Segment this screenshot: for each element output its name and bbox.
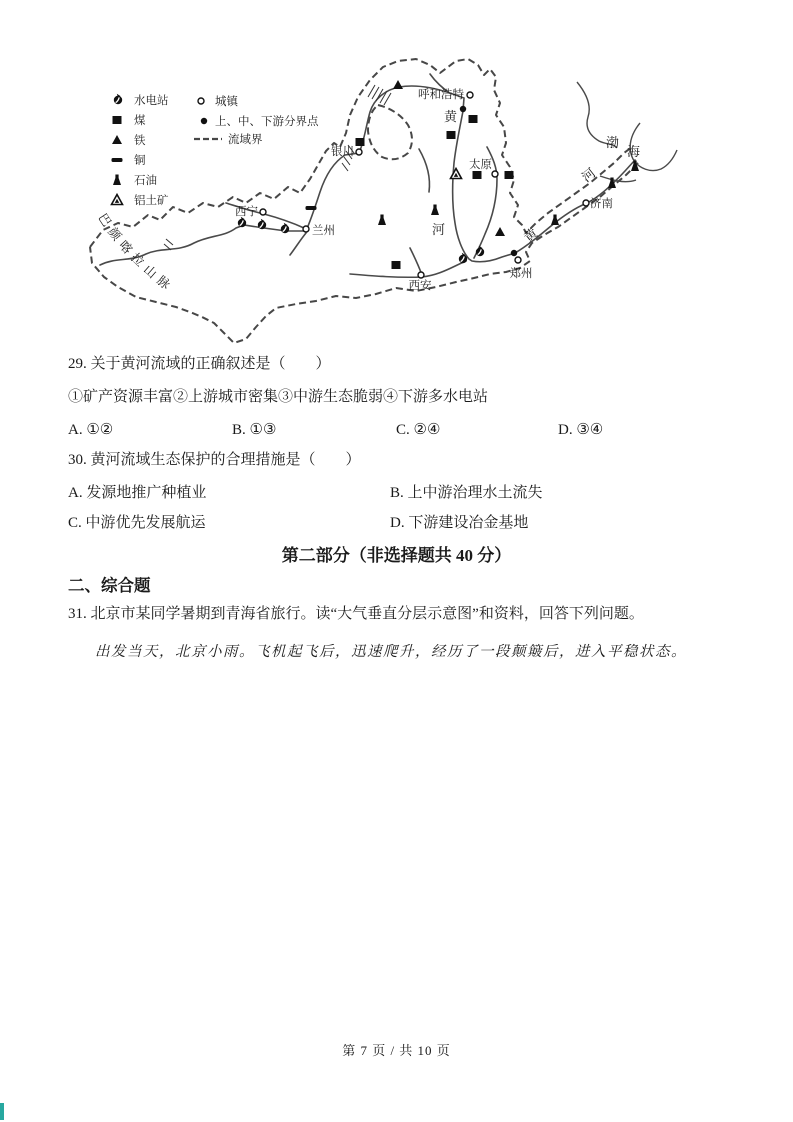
city-label-yinchuan: 银川 bbox=[331, 146, 354, 158]
coal-icon bbox=[469, 115, 478, 123]
jinghe-river-path bbox=[410, 248, 422, 275]
river-label-huang-upper: 黄 bbox=[444, 109, 458, 124]
q30-option-b: B. 上中游治理水土流失 bbox=[390, 485, 543, 501]
city-label-lanzhou: 兰州 bbox=[312, 225, 335, 237]
wuding-river-path bbox=[419, 149, 430, 192]
scan-artifact-mark bbox=[0, 1103, 4, 1120]
city-marker-zhengzhou bbox=[515, 257, 521, 263]
coal-icon bbox=[505, 171, 514, 179]
page-number-indicator: 第 7 页 / 共 10 页 bbox=[342, 1043, 451, 1058]
legend-iron-icon bbox=[112, 135, 122, 144]
iron-icon bbox=[393, 80, 403, 89]
basin-boundary bbox=[90, 59, 641, 343]
question-30-options-row-1 bbox=[0, 481, 793, 501]
section-2-title: 二、综合题 bbox=[68, 576, 151, 595]
q29-option-d: D. ③④ bbox=[558, 422, 604, 438]
coal-icon bbox=[447, 131, 456, 139]
coal-icon bbox=[473, 171, 482, 179]
hydropower-icon bbox=[476, 246, 484, 256]
city-marker-jinan bbox=[583, 200, 589, 206]
legend-divide-label: 上、中、下游分界点 bbox=[215, 116, 319, 128]
reach-divide-point-taohuayu bbox=[511, 250, 517, 256]
coal-icon bbox=[392, 261, 401, 269]
legend-coal-icon bbox=[113, 116, 122, 124]
city-label-xining: 西宁 bbox=[235, 206, 258, 218]
city-marker-lanzhou bbox=[303, 226, 309, 232]
city-label-hohhot: 呼和浩特 bbox=[418, 89, 464, 101]
yellow-river-basin-map bbox=[78, 55, 684, 355]
legend-coal-label: 煤 bbox=[134, 115, 146, 127]
city-marker-xining bbox=[260, 209, 266, 215]
coal-icon bbox=[356, 138, 365, 146]
river-label-he-middle: 河 bbox=[432, 222, 446, 237]
question-29-subitems: ①矿产资源丰富②上游城市密集③中游生态脆弱④下游多水电站 bbox=[68, 389, 489, 405]
legend-town-label: 城镇 bbox=[215, 96, 238, 108]
legend-bauxite-icon bbox=[112, 195, 123, 205]
mountain-hatching bbox=[164, 85, 391, 250]
bohai-coastline bbox=[577, 82, 677, 182]
part-2-title: 第二部分（非选择题共 40 分） bbox=[281, 546, 512, 565]
legend-copper-label: 铜 bbox=[134, 155, 146, 167]
city-marker-hohhot bbox=[467, 92, 473, 98]
city-marker-yinchuan bbox=[356, 149, 362, 155]
yellow-river-main-path bbox=[100, 86, 635, 265]
mountain-range-text: 巴颜喀拉山脉 bbox=[95, 210, 177, 296]
question-31-stem: 31. 北京市某同学暑期到青海省旅行。读“大气垂直分层示意图”和资料，回答下列问题。 bbox=[68, 606, 644, 622]
city-marker-taiyuan bbox=[492, 171, 498, 177]
city-label-xian: 西安 bbox=[408, 280, 432, 292]
copper-icon bbox=[306, 206, 317, 210]
map-legend bbox=[112, 93, 319, 207]
hydropower-icon bbox=[258, 219, 266, 229]
q30-option-d: D. 下游建设冶金基地 bbox=[390, 515, 529, 531]
question-29-options-row bbox=[0, 420, 793, 440]
city-label-zhengzhou: 郑州 bbox=[509, 268, 533, 280]
oil-icon bbox=[431, 205, 439, 216]
question-30-stem: 30. 黄河流域生态保护的合理措施是（ ） bbox=[68, 452, 361, 468]
sea-label-bo: 渤 bbox=[606, 135, 620, 150]
legend-town-icon bbox=[198, 98, 204, 104]
question-31-note: 出发当天，北京小雨。飞机起飞后，迅速爬升，经历了一段颠簸后，进入平稳状态。 bbox=[95, 644, 687, 660]
reach-divide-point-hekou bbox=[460, 106, 466, 112]
sea-label-hai: 海 bbox=[627, 144, 641, 159]
river-network bbox=[100, 74, 635, 277]
legend-copper-icon bbox=[112, 158, 123, 162]
legend-divide-icon bbox=[201, 118, 207, 124]
question-30-options-row-2 bbox=[0, 511, 793, 531]
legend-iron-label: 铁 bbox=[134, 135, 146, 147]
legend-oil-label: 石油 bbox=[134, 175, 157, 187]
q30-option-c: C. 中游优先发展航运 bbox=[68, 515, 206, 531]
question-29-stem: 29. 关于黄河流域的正确叙述是（ ） bbox=[68, 356, 331, 372]
river-label-he-lower: 河 bbox=[578, 165, 599, 185]
bauxite-icon bbox=[451, 169, 462, 179]
legend-boundary-label: 流域界 bbox=[228, 134, 263, 146]
legend-bauxite-label: 铝土矿 bbox=[134, 195, 169, 207]
legend-hydropower-icon bbox=[114, 94, 122, 104]
river-label-huang-lower: 黄 bbox=[520, 225, 541, 245]
q30-option-a: A. 发源地推广种植业 bbox=[68, 485, 207, 501]
q29-option-a: A. ①② bbox=[68, 422, 114, 438]
geo-labels bbox=[95, 109, 640, 295]
city-label-jinan: 济南 bbox=[590, 198, 613, 210]
city-label-taiyuan: 太原 bbox=[469, 159, 492, 171]
q29-option-b: B. ①③ bbox=[232, 422, 277, 438]
q29-option-c: C. ②④ bbox=[396, 422, 441, 438]
basin-boundary-south-path bbox=[90, 163, 638, 343]
iron-icon bbox=[495, 227, 505, 236]
legend-oil-icon bbox=[113, 175, 121, 186]
taohe-river-path bbox=[290, 233, 306, 255]
hydropower-icon bbox=[281, 223, 289, 233]
interior-drainage-boundary-path bbox=[368, 105, 412, 159]
legend-hydro-label: 水电站 bbox=[134, 95, 169, 107]
hydropower-icon bbox=[238, 217, 246, 227]
weihe-river-path bbox=[350, 261, 466, 277]
oil-icon bbox=[378, 215, 386, 226]
city-marker-xian bbox=[418, 272, 424, 278]
